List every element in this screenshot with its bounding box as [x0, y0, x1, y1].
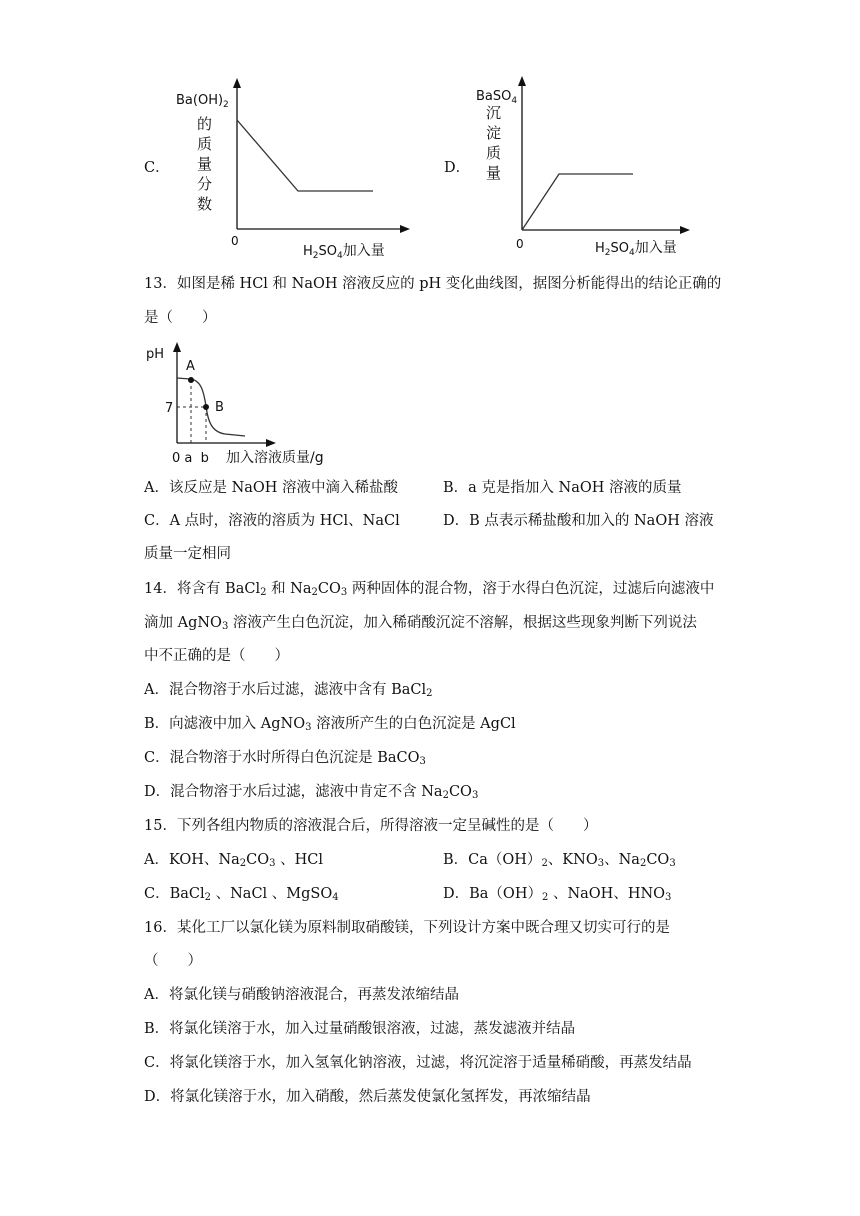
graph-d-origin: 0 [516, 237, 524, 251]
svg-text:量: 量 [197, 155, 213, 173]
q15-option-d: D．$Ba(OH)_2$ 、NaOH、$HNO_3$ [443, 886, 672, 903]
q13-graph-x-ticks: 0 a b [172, 451, 209, 466]
graph-d-curve [522, 174, 633, 230]
q13-graph-point-b [203, 404, 209, 410]
svg-text:数: 数 [197, 195, 213, 213]
svg-text:量: 量 [486, 164, 502, 182]
graph-c-ylabel-chars [197, 115, 212, 213]
svg-text:沉: 沉 [486, 104, 502, 122]
q13-stem-line2: 是（ ） [144, 310, 217, 326]
graph-d-ylabel: BaSO$_4$ [476, 89, 518, 106]
q14-stem-line3: 中不正确的是（ ） [144, 648, 289, 664]
option-c-label: C． [144, 160, 170, 176]
graph-d-y-arrow [518, 76, 526, 86]
q13-graph-label-b: B [215, 400, 224, 415]
graph-c-y-arrow [233, 78, 241, 88]
graph-d [470, 70, 700, 262]
option-d-label: D． [444, 160, 471, 176]
q14-stem-line2: 滴加 AgNO$_3$ 溶液产生白色沉淀，加入稀硝酸沉淀不溶解，根据这些现象判断下列说法 [144, 615, 697, 632]
q13-stem-line1: 13．如图是稀 HCl 和 NaOH 溶液反应的 pH 变化曲线图，据图分析能得出的结论正确的 [144, 276, 722, 292]
q16-stem-line1: 16．某化工厂以氯化镁为原料制取硝酸镁，下列设计方案中既合理又切实可行的是 [144, 920, 670, 936]
graph-c-xlabel: $H_2SO_4$加入量 [303, 243, 385, 261]
q14-option-c: C．混合物溶于水时所得白色沉淀是 BaCO$_3$ [144, 750, 426, 767]
q16-stem-line2: （ ） [144, 953, 202, 969]
q13-graph-x-arrow [266, 439, 276, 447]
svg-text:的: 的 [197, 115, 213, 133]
q13-graph-tick-7: 7 [165, 401, 174, 416]
graph-d-xlabel: $H_2SO_4$加入量 [595, 240, 677, 258]
q13-option-d: D．B 点表示稀盐酸和加入的 NaOH 溶液 [443, 513, 714, 529]
svg-text:淀: 淀 [486, 124, 502, 142]
q14-stem-line1: 14．将含有 BaCl$_2$ 和 $Na_2CO_3$ 两种固体的混合物，溶于水得白色沉淀，过滤后向滤液中 [144, 581, 715, 598]
q15-stem: 15．下列各组内物质的溶液混合后，所得溶液一定呈碱性的是（ ） [144, 818, 598, 834]
graph-c [160, 72, 420, 262]
q13-graph-y-arrow [173, 342, 181, 352]
q13-option-c: C．A 点时，溶液的溶质为 HCl、NaCl [144, 513, 400, 529]
q13-graph-ylabel: pH [146, 347, 165, 362]
q13-option-a: A．该反应是 NaOH 溶液中滴入稀盐酸 [144, 480, 399, 496]
graph-c-curve [237, 120, 373, 191]
svg-text:质: 质 [486, 144, 502, 162]
q15-option-a: A．KOH、$Na_2CO_3$ 、HCl [144, 852, 324, 869]
graph-c-origin: 0 [231, 234, 239, 248]
q14-option-b: B．向滤液中加入 AgNO$_3$ 溶液所产生的白色沉淀是 AgCl [144, 716, 516, 733]
q14-option-d: D．混合物溶于水后过滤，滤液中肯定不含 $Na_2CO_3$ [144, 784, 479, 801]
graph-d-ylabel-chars [486, 104, 501, 182]
q13-graph-label-a: A [186, 359, 195, 374]
q13-graph-curve [177, 378, 245, 436]
q15-option-b: B．$Ca(OH)_2$、$KNO_3$、$Na_2CO_3$ [443, 852, 676, 869]
q16-option-b: B．将氯化镁溶于水，加入过量硝酸银溶液，过滤，蒸发滤液并结晶 [144, 1021, 576, 1037]
graph-d-x-arrow [680, 226, 690, 234]
q13-graph-point-a [188, 377, 194, 383]
graph-c-ylabel: $Ba(OH)_2$ [176, 93, 229, 110]
q16-option-a: A．将氯化镁与硝酸钠溶液混合，再蒸发浓缩结晶 [144, 987, 459, 1003]
q16-option-d: D．将氯化镁溶于水，加入硝酸，然后蒸发使氯化氢挥发，再浓缩结晶 [144, 1089, 591, 1105]
q15-option-c: C．BaCl$_2$ 、NaCl 、MgSO$_4$ [144, 886, 339, 903]
q13-ph-graph [140, 336, 350, 472]
q13-option-b: B．a 克是指加入 NaOH 溶液的质量 [443, 480, 682, 496]
q13-option-d-cont: 质量一定相同 [144, 546, 231, 562]
q16-option-c: C．将氯化镁溶于水，加入氢氧化钠溶液，过滤，将沉淀溶于适量稀硝酸，再蒸发结晶 [144, 1055, 692, 1071]
q14-option-a: A．混合物溶于水后过滤，滤液中含有 BaCl$_2$ [144, 682, 433, 699]
svg-text:分: 分 [197, 175, 213, 193]
graph-c-x-arrow [400, 225, 410, 233]
q13-graph-xlabel: 加入溶液质量/g [226, 450, 324, 466]
svg-text:质: 质 [197, 135, 213, 153]
